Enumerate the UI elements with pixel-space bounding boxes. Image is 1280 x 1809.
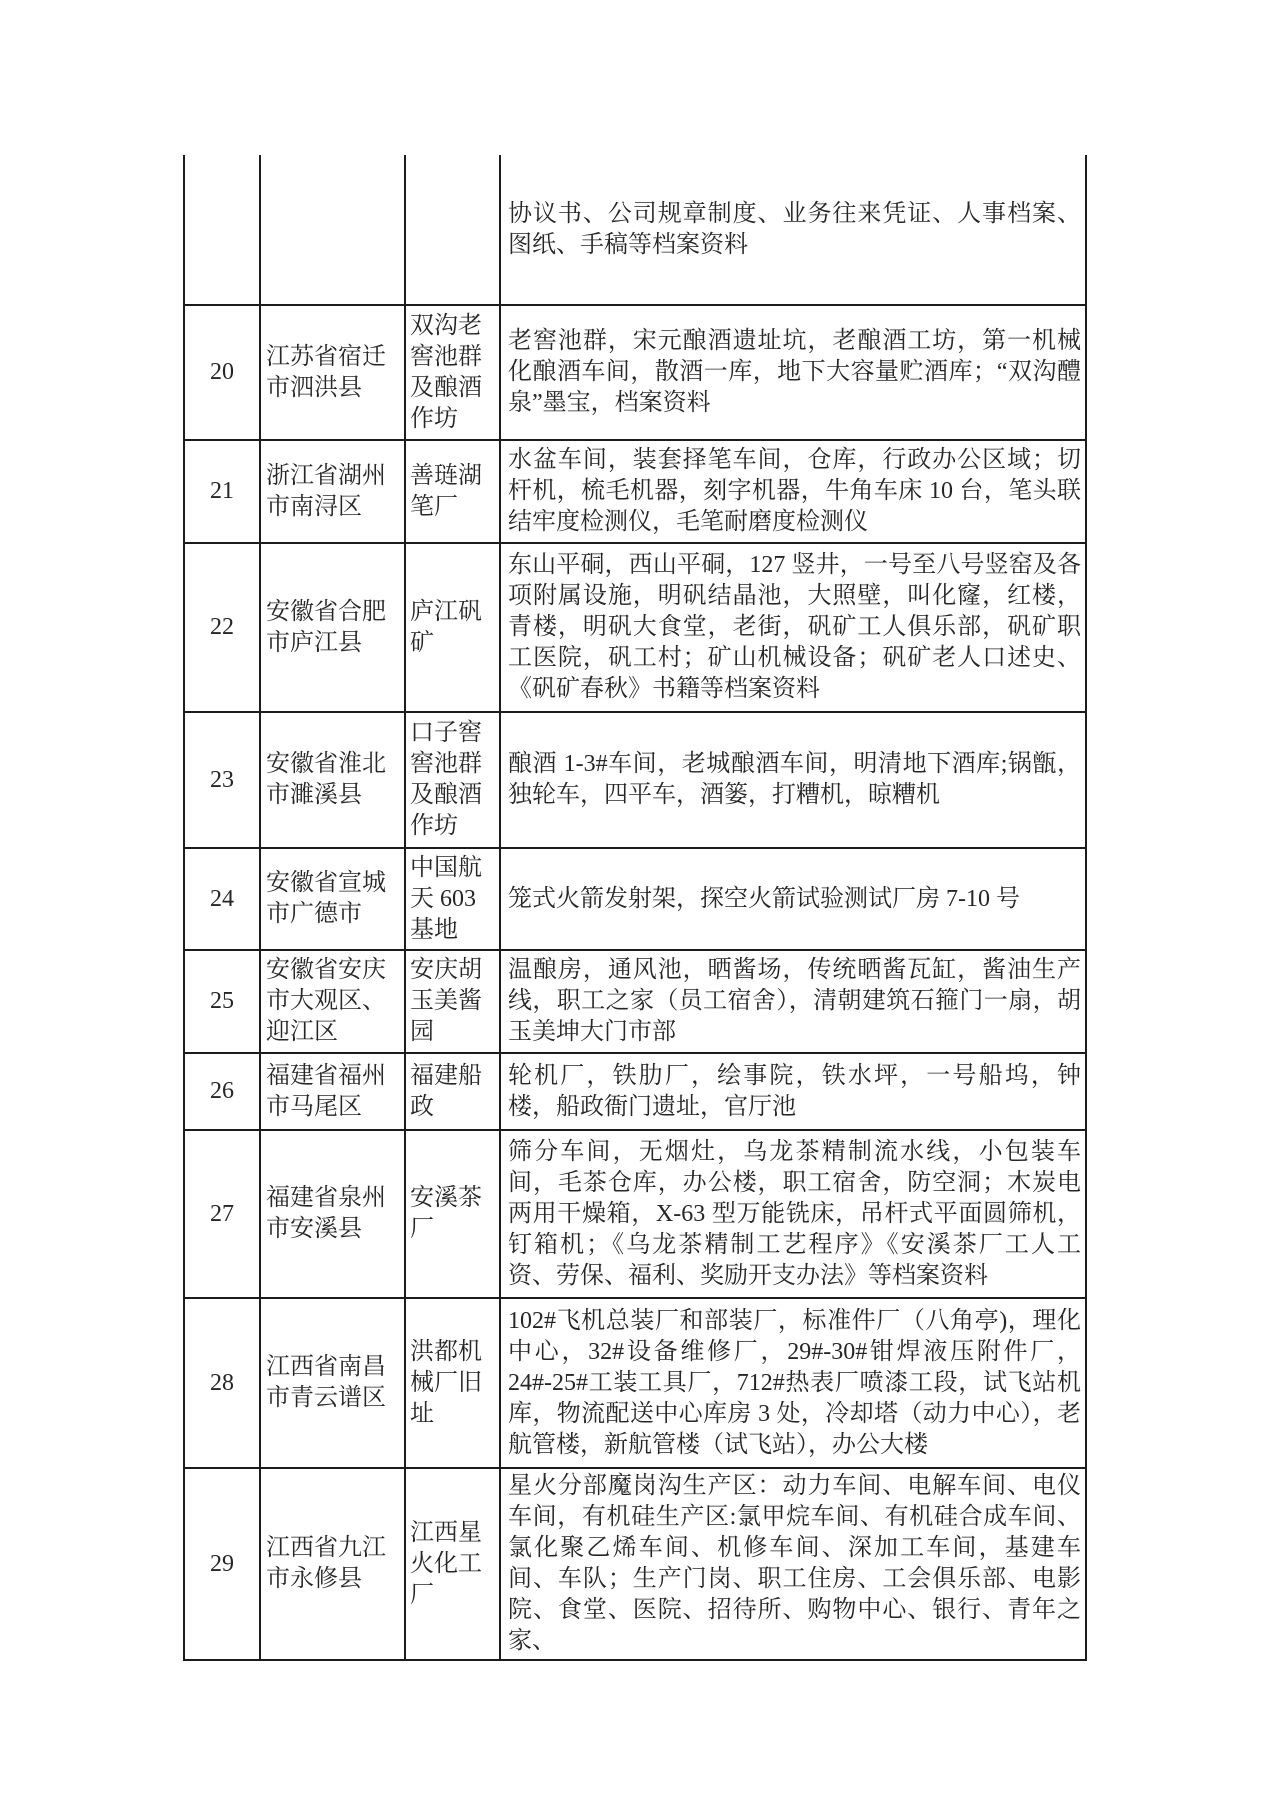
region-cell: 江西省南昌市青云谱区 xyxy=(260,1298,405,1468)
region-cell: 江西省九江市永修县 xyxy=(260,1468,405,1660)
region-cell: 安徽省安庆市大观区、迎江区 xyxy=(260,950,405,1053)
region-cell xyxy=(260,155,405,305)
region-cell: 江苏省宿迁市泗洪县 xyxy=(260,305,405,440)
description-cell: 水盆车间，装套择笔车间，仓库，行政办公区域；切杆机，梳毛机器，刻字机器，牛角车床 10 台，笔头联结牢度检测仪，毛笔耐磨度检测仪 xyxy=(500,440,1086,543)
row-number-cell: 28 xyxy=(184,1298,260,1468)
region-cell: 安徽省合肥市庐江县 xyxy=(260,543,405,712)
region-cell: 安徽省淮北市濉溪县 xyxy=(260,712,405,848)
site-name-cell: 口子窖窖池群及酿酒作坊 xyxy=(405,712,500,848)
site-name-cell: 善琏湖笔厂 xyxy=(405,440,500,543)
region-cell: 浙江省湖州市南浔区 xyxy=(260,440,405,543)
region-cell: 安徽省宣城市广德市 xyxy=(260,848,405,950)
description-cell: 笼式火箭发射架，探空火箭试验测试厂房 7-10 号 xyxy=(500,848,1086,950)
table-row xyxy=(184,848,1086,950)
site-name-cell: 安庆胡玉美酱园 xyxy=(405,950,500,1053)
row-number-cell xyxy=(184,155,260,305)
description-cell: 酿酒 1-3#车间，老城酿酒车间，明清地下酒库;锅甑，独轮车，四平车，酒篓，打糟机，晾糟机 xyxy=(500,712,1086,848)
table-row xyxy=(184,1298,1086,1468)
site-name-cell: 福建船政 xyxy=(405,1053,500,1130)
site-name-cell xyxy=(405,155,500,305)
row-number-cell: 23 xyxy=(184,712,260,848)
table-row xyxy=(184,1053,1086,1130)
table-row-continuation xyxy=(184,155,1086,305)
description-cell: 筛分车间，无烟灶，乌龙茶精制流水线，小包装车间，毛茶仓库，办公楼，职工宿舍，防空洞；木炭电两用干燥箱，X-63 型万能铣床，吊杆式平面圆筛机，钉箱机；《乌龙茶精制工艺程序》《安溪茶厂工人工资、劳保、福利、奖励开支办法》等档案资料 xyxy=(500,1130,1086,1298)
site-name-cell: 中国航天 603 基地 xyxy=(405,848,500,950)
description-cell: 温酿房，通风池，晒酱场，传统晒酱瓦缸，酱油生产线，职工之家（员工宿舍），清朝建筑石箍门一扇，胡玉美坤大门市部 xyxy=(500,950,1086,1053)
table-row xyxy=(184,1468,1086,1660)
region-cell: 福建省泉州市安溪县 xyxy=(260,1130,405,1298)
table-row xyxy=(184,543,1086,712)
row-number-cell: 27 xyxy=(184,1130,260,1298)
row-number-cell: 21 xyxy=(184,440,260,543)
site-name-cell: 安溪茶厂 xyxy=(405,1130,500,1298)
site-name-cell: 庐江矾矿 xyxy=(405,543,500,712)
description-cell: 老窖池群，宋元酿酒遗址坑，老酿酒工坊，第一机械化酿酒车间，散酒一库，地下大容量贮酒库；“双沟醴泉”墨宝，档案资料 xyxy=(500,305,1086,440)
description-cell: 102#飞机总装厂和部装厂，标准件厂（八角亭)，理化中心，32#设备维修厂，29#-30#钳焊液压附件厂，24#-25#工装工具厂，712#热表厂喷漆工段，试飞站机库，物流配送中心库房 3 处，冷却塔（动力中心），老航管楼，新航管楼（试飞站），办公大楼 xyxy=(500,1298,1086,1468)
row-number-cell: 26 xyxy=(184,1053,260,1130)
table-row xyxy=(184,305,1086,440)
row-number-cell: 20 xyxy=(184,305,260,440)
row-number-cell: 22 xyxy=(184,543,260,712)
description-cell: 轮机厂，铁肋厂，绘事院，铁水坪，一号船坞，钟楼，船政衙门遗址，官厅池 xyxy=(500,1053,1086,1130)
heritage-sites-table xyxy=(183,155,1087,1661)
table-row xyxy=(184,440,1086,543)
description-cell: 东山平硐，西山平硐，127 竖井，一号至八号竖窑及各项附属设施，明矾结晶池，大照壁，叫化窿，红楼，青楼，明矾大食堂，老街，矾矿工人俱乐部，矾矿职工医院，矾工村；矿山机械设备；矾矿老人口述史、《矾矿春秋》书籍等档案资料 xyxy=(500,543,1086,712)
site-name-cell: 双沟老窖池群及酿酒作坊 xyxy=(405,305,500,440)
row-number-cell: 25 xyxy=(184,950,260,1053)
row-number-cell: 29 xyxy=(184,1468,260,1660)
description-cell: 协议书、公司规章制度、业务往来凭证、人事档案、图纸、手稿等档案资料 xyxy=(500,155,1086,305)
table-row xyxy=(184,712,1086,848)
region-cell: 福建省福州市马尾区 xyxy=(260,1053,405,1130)
table-row xyxy=(184,1130,1086,1298)
site-name-cell: 洪都机械厂旧址 xyxy=(405,1298,500,1468)
site-name-cell: 江西星火化工厂 xyxy=(405,1468,500,1660)
description-cell: 星火分部魔岗沟生产区：动力车间、电解车间、电仪车间，有机硅生产区:氯甲烷车间、有机硅合成车间、氯化聚乙烯车间、机修车间、深加工车间，基建车间、车队；生产门岗、职工住房、工会俱乐部、电影院、食堂、医院、招待所、购物中心、银行、青年之家、 xyxy=(500,1468,1086,1660)
row-number-cell: 24 xyxy=(184,848,260,950)
table-row xyxy=(184,950,1086,1053)
